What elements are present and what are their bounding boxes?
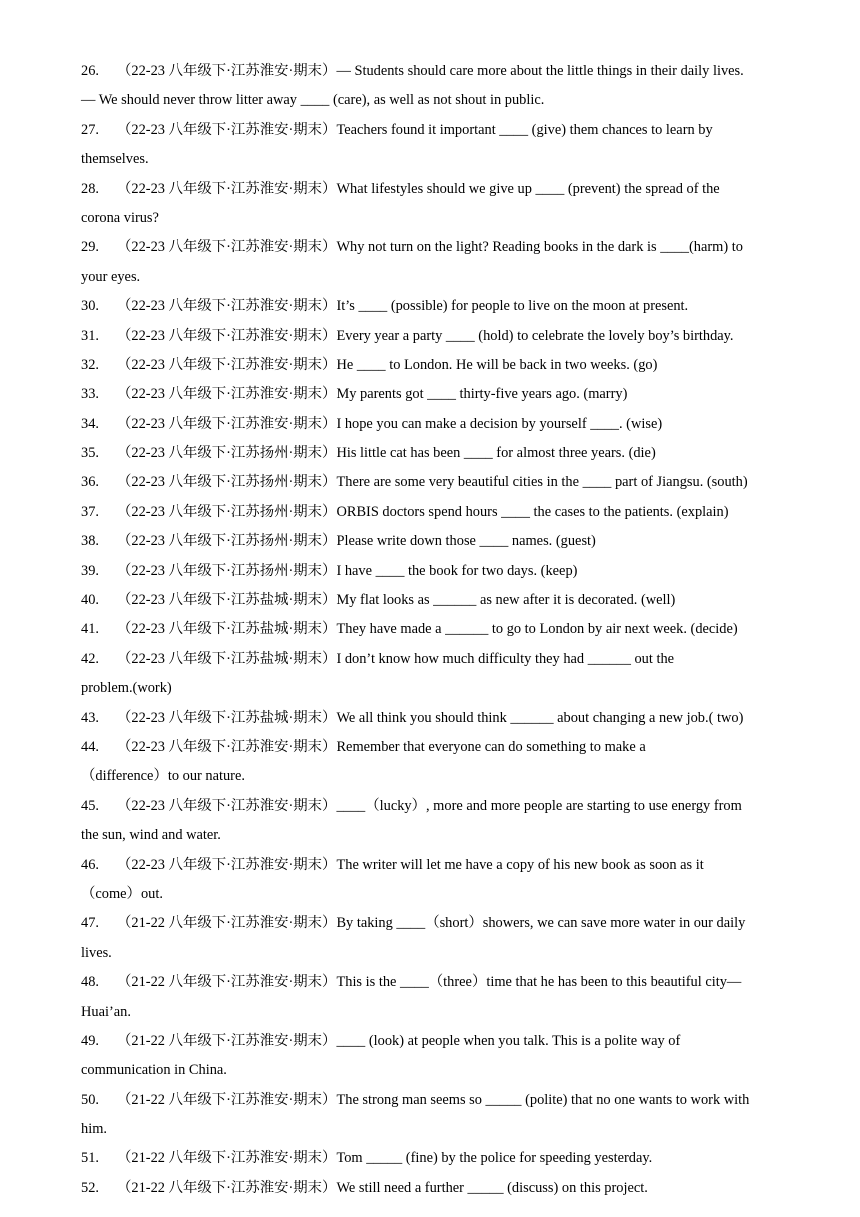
question-number: 26.: [81, 63, 99, 79]
question-source: （22-23 八年级下·江苏扬州·期末）: [117, 533, 337, 550]
question-continuation: — We should never throw litter away ____ (care), as well as not shout in public.: [81, 92, 545, 109]
question-text: We still need a further _____ (discuss) on this project.: [336, 1179, 648, 1196]
question-item: [81, 351, 780, 380]
question-source: （21-22 八年级下·江苏淮安·期末）: [117, 1150, 337, 1167]
question-source: （22-23 八年级下·江苏淮安·期末）: [117, 797, 337, 814]
question-number: 36.: [81, 474, 99, 491]
question-text: My flat looks as ______ as new after it is decorated. (well): [336, 592, 676, 609]
question-item: [81, 851, 780, 910]
question-number: 38.: [81, 533, 99, 550]
question-number: 46.: [81, 856, 99, 873]
question-number: 33.: [81, 386, 99, 403]
question-number: 51.: [81, 1150, 99, 1167]
question-source: （22-23 八年级下·江苏淮安·期末）: [117, 386, 337, 403]
question-item: [81, 968, 780, 1027]
question-text: ORBIS doctors spend hours ____ the cases to the patients. (explain): [336, 503, 729, 520]
question-item: [81, 292, 780, 321]
question-continuation: lives.: [81, 944, 112, 961]
question-text: We all think you should think ______ about changing a new job.( two): [336, 709, 744, 726]
question-source: （22-23 八年级下·江苏盐城·期末）: [117, 650, 337, 667]
question-first-line: [81, 557, 780, 586]
question-first-line: [81, 292, 780, 321]
question-first-line: [81, 322, 780, 351]
question-source: （22-23 八年级下·江苏扬州·期末）: [117, 562, 337, 579]
question-text: Please write down those ____ names. (guest): [336, 533, 596, 550]
question-first-line: [81, 410, 780, 439]
question-item: [81, 792, 780, 851]
question-number: 48.: [81, 974, 99, 991]
question-text: The strong man seems so _____ (polite) that no one wants to work with: [336, 1091, 750, 1108]
question-source: （22-23 八年级下·江苏扬州·期末）: [117, 445, 337, 462]
question-text: I have ____ the book for two days. (keep): [336, 562, 578, 579]
question-source: （22-23 八年级下·江苏淮安·期末）: [117, 239, 337, 256]
question-text: My parents got ____ thirty-five years ago. (marry): [336, 386, 628, 403]
question-item: [81, 175, 780, 234]
question-number: 32.: [81, 356, 99, 373]
question-item: [81, 557, 780, 586]
question-item: [81, 468, 780, 497]
question-first-line: [81, 851, 780, 880]
question-text: He ____ to London. He will be back in two weeks. (go): [336, 356, 658, 373]
question-number: 41.: [81, 621, 99, 638]
question-item: [81, 615, 780, 644]
question-source: （21-22 八年级下·江苏淮安·期末）: [117, 974, 337, 991]
question-item: [81, 1027, 780, 1086]
question-item: [81, 527, 780, 556]
question-source: （21-22 八年级下·江苏淮安·期末）: [117, 1179, 337, 1196]
question-source: （21-22 八年级下·江苏淮安·期末）: [117, 1091, 337, 1108]
question-item: [81, 909, 780, 968]
question-text: ____ (look) at people when you talk. This is a polite way of: [336, 1032, 681, 1049]
question-first-line: [81, 351, 780, 380]
question-source: （21-22 八年级下·江苏淮安·期末）: [117, 915, 337, 932]
question-item: [81, 410, 780, 439]
question-text: ____（lucky）, more and more people are starting to use energy from: [336, 797, 742, 814]
question-item: [81, 733, 780, 792]
question-first-line: [81, 116, 780, 145]
question-first-line: [81, 1174, 780, 1203]
question-number: 31.: [81, 327, 99, 344]
question-first-line: [81, 792, 780, 821]
question-text: They have made a ______ to go to London by air next week. (decide): [336, 621, 738, 638]
question-first-line: [81, 175, 780, 204]
question-source: （22-23 八年级下·江苏淮安·期末）: [117, 327, 337, 344]
question-item: [81, 57, 780, 116]
question-first-line: [81, 704, 780, 733]
question-number: 40.: [81, 592, 99, 609]
question-item: [81, 1174, 780, 1203]
question-number: 30.: [81, 298, 99, 315]
question-number: 52.: [81, 1179, 99, 1196]
question-first-line: [81, 645, 780, 674]
question-text: This is the ____（three）time that he has been to this beautiful city—: [336, 974, 742, 991]
question-continuation: （difference）to our nature.: [81, 768, 245, 785]
question-first-line: [81, 1086, 780, 1115]
question-number: 29.: [81, 239, 99, 256]
question-text: Why not turn on the light? Reading books in the dark is ____(harm) to: [336, 239, 743, 256]
question-number: 27.: [81, 121, 99, 138]
question-continuation: themselves.: [81, 151, 149, 168]
question-first-line: [81, 909, 780, 938]
question-item: [81, 645, 780, 704]
question-item: [81, 586, 780, 615]
question-text: I hope you can make a decision by yourself ____. (wise): [336, 415, 663, 432]
question-list: [81, 57, 780, 1203]
question-source: （22-23 八年级下·江苏淮安·期末）: [117, 180, 337, 197]
question-item: [81, 1144, 780, 1173]
question-item: [81, 116, 780, 175]
question-item: [81, 380, 780, 409]
question-first-line: [81, 733, 780, 762]
question-text: Every year a party ____ (hold) to celebrate the lovely boy’s birthday.: [336, 327, 734, 344]
question-item: [81, 1086, 780, 1145]
question-source: （22-23 八年级下·江苏淮安·期末）: [117, 856, 337, 873]
question-first-line: [81, 1144, 780, 1173]
question-source: （22-23 八年级下·江苏淮安·期末）: [117, 356, 337, 373]
question-item: [81, 322, 780, 351]
question-first-line: [81, 57, 780, 86]
question-number: 43.: [81, 709, 99, 726]
question-source: （22-23 八年级下·江苏淮安·期末）: [117, 298, 337, 315]
question-source: （22-23 八年级下·江苏盐城·期末）: [117, 592, 337, 609]
question-number: 34.: [81, 415, 99, 432]
question-continuation: Huai’an.: [81, 1003, 131, 1020]
question-item: [81, 439, 780, 468]
question-number: 44.: [81, 738, 99, 755]
question-number: 42.: [81, 650, 99, 667]
question-source: （22-23 八年级下·江苏扬州·期末）: [117, 503, 337, 520]
question-text: — Students should care more about the little things in their daily lives.: [336, 63, 744, 79]
question-source: （22-23 八年级下·江苏扬州·期末）: [117, 474, 337, 491]
question-number: 50.: [81, 1091, 99, 1108]
question-continuation: him.: [81, 1121, 107, 1138]
question-first-line: [81, 586, 780, 615]
question-item: [81, 498, 780, 527]
question-first-line: [81, 498, 780, 527]
question-number: 37.: [81, 503, 99, 520]
question-continuation: problem.(work): [81, 680, 172, 697]
question-first-line: [81, 968, 780, 997]
question-first-line: [81, 233, 780, 262]
question-text: There are some very beautiful cities in the ____ part of Jiangsu. (south): [336, 474, 748, 491]
question-text: It’s ____ (possible) for people to live on the moon at present.: [336, 298, 689, 315]
question-item: [81, 233, 780, 292]
question-number: 35.: [81, 445, 99, 462]
question-number: 45.: [81, 797, 99, 814]
question-first-line: [81, 380, 780, 409]
question-source: （22-23 八年级下·江苏淮安·期末）: [117, 415, 337, 432]
question-continuation: communication in China.: [81, 1062, 227, 1079]
question-text: What lifestyles should we give up ____ (prevent) the spread of the: [336, 180, 720, 197]
question-number: 49.: [81, 1032, 99, 1049]
question-item: [81, 704, 780, 733]
question-first-line: [81, 439, 780, 468]
question-source: （22-23 八年级下·江苏淮安·期末）: [117, 738, 337, 755]
question-continuation: corona virus?: [81, 209, 159, 226]
question-source: （21-22 八年级下·江苏淮安·期末）: [117, 1032, 337, 1049]
question-continuation: your eyes.: [81, 268, 141, 285]
question-text: His little cat has been ____ for almost three years. (die): [336, 445, 656, 462]
question-text: Remember that everyone can do something to make a: [336, 738, 646, 755]
question-first-line: [81, 615, 780, 644]
question-text: Tom _____ (fine) by the police for speeding yesterday.: [336, 1150, 653, 1167]
question-source: （22-23 八年级下·江苏盐城·期末）: [117, 709, 337, 726]
question-first-line: [81, 1027, 780, 1056]
question-number: 47.: [81, 915, 99, 932]
question-text: The writer will let me have a copy of his new book as soon as it: [336, 856, 704, 873]
question-continuation: the sun, wind and water.: [81, 827, 221, 844]
question-source: （22-23 八年级下·江苏淮安·期末）: [117, 63, 337, 79]
question-source: （22-23 八年级下·江苏盐城·期末）: [117, 621, 337, 638]
question-first-line: [81, 468, 780, 497]
question-number: 28.: [81, 180, 99, 197]
question-text: By taking ____（short）showers, we can save more water in our daily: [336, 915, 746, 932]
question-source: （22-23 八年级下·江苏淮安·期末）: [117, 121, 337, 138]
question-number: 39.: [81, 562, 99, 579]
question-text: I don’t know how much difficulty they had ______ out the: [336, 650, 675, 667]
question-text: Teachers found it important ____ (give) them chances to learn by: [336, 121, 713, 138]
question-continuation: （come）out.: [81, 885, 163, 902]
question-first-line: [81, 527, 780, 556]
